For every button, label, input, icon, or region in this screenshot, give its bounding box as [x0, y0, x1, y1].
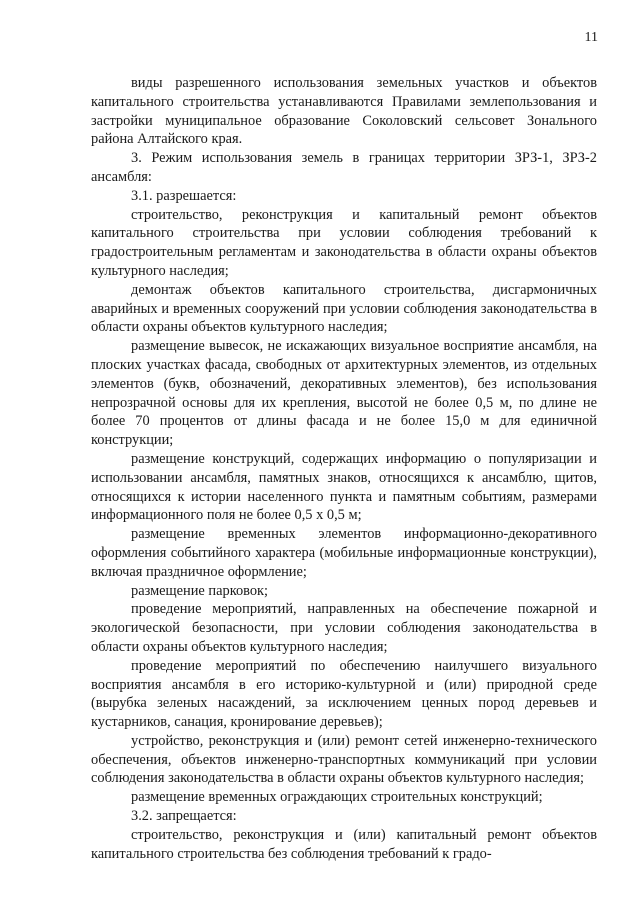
paragraph: проведение мероприятий, направленных на обеспечение пожарной и экологической безопасности, при условии соблюдения законодательства в области охраны объектов культурного наследия;: [91, 601, 597, 655]
paragraph: размещение вывесок, не искажающих визуальное восприятие ансамбля, на плоских участках фасада, свободных от архитектурных элементов, из отдельных элементов (букв, обозначений, декоративных элементов), без использования непрозрачной основы для их крепления, высотой не более 0,5 м, по длине не более 70 процентов от длины фасада и не более 15,0 м для единичной конструкции;: [91, 338, 597, 449]
paragraph: строительство, реконструкция и капитальный ремонт объектов капитального строительства при условии соблюдения требований к градостроительным регламентам и законодательства в области охраны объектов культурного наследия;: [91, 206, 597, 279]
document-body: [91, 74, 597, 863]
paragraph: размещение временных элементов информационно-декоративного оформления событийного характера (мобильные информационные конструкции), включая праздничное оформление;: [91, 526, 597, 580]
paragraph: устройство, реконструкция и (или) ремонт сетей инженерно-технического обеспечения, объектов инженерно-транспортных коммуникаций при условии соблюдения законодательства в области охраны объектов культурного наследия;: [91, 732, 597, 787]
paragraph: размещение временных ограждающих строительных конструкций;: [131, 789, 543, 806]
paragraph: 3.2. запрещается:: [131, 808, 237, 825]
paragraph: строительство, реконструкция и (или) капитальный ремонт объектов капитального строительства без соблюдения требований к градо-: [91, 826, 597, 862]
page-number: 11: [584, 30, 598, 45]
paragraph: 3.1. разрешается:: [131, 187, 237, 204]
paragraph: размещение парковок;: [131, 582, 269, 599]
paragraph: 3. Режим использования земель в границах территории ЗРЗ-1, ЗРЗ-2 ансамбля:: [91, 150, 597, 185]
paragraph: размещение конструкций, содержащих информацию о популяризации и использовании ансамбля, памятных знаков, относящихся к ансамблю, щитов, относящихся к истории населенного пункта и памятным событиям, размерами информационного поля не более 0,5 х 0,5 м;: [91, 450, 597, 524]
paragraph: проведение мероприятий по обеспечению наилучшего визуального восприятия ансамбля в его историко-культурной и (или) природной среде (вырубка зеленых насаждений, за исключением ценных пород деревьев и кустарников, санация, кронирование деревьев);: [91, 657, 597, 731]
paragraph: виды разрешенного использования земельных участков и объектов капитального строительства устанавливаются Правилами землепользования и застройки муниципальное образование Соколовский сельсовет Зонального района Алтайского края.: [91, 75, 597, 148]
paragraph: демонтаж объектов капитального строительства, дисгармоничных аварийных и временных сооружений при условии соблюдения законодательства в области охраны объектов культурного наследия;: [91, 281, 597, 336]
